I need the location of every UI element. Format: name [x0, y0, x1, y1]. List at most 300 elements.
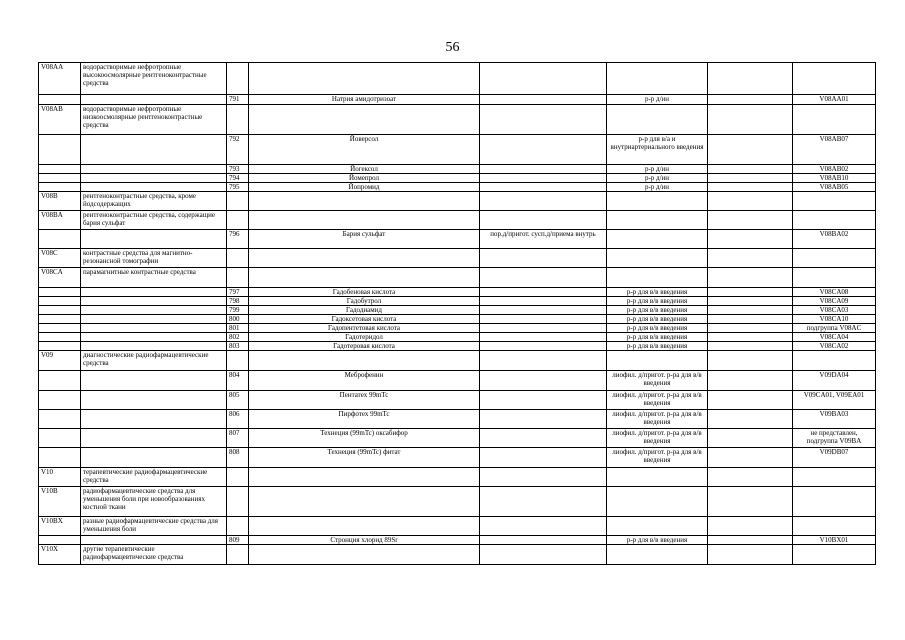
atc-code-text: V08BA02 [819, 230, 849, 238]
dosage-form [607, 545, 708, 565]
item-number-text: 796 [229, 230, 240, 238]
drug-row [39, 429, 876, 448]
dosage-form [607, 165, 708, 174]
drug-name-text: Меброфенин [344, 371, 384, 379]
dosage-form-primary [480, 63, 607, 95]
empty-cell [708, 165, 793, 174]
atc-code [793, 95, 876, 105]
atc-group-name-text: парамагнитные контрастные средства [83, 268, 196, 276]
atc-code-text: подгруппа V08AC [806, 324, 862, 332]
item-number [227, 95, 249, 105]
atc-group-name-text: контрастные средства для магнитно-резонансной томографии [83, 249, 193, 265]
dosage-form [607, 211, 708, 230]
item-number-text: 794 [229, 174, 240, 182]
dosage-form-text: лиофил. д/пригот. р-ра для в/в введения [612, 448, 702, 464]
atc-code [793, 63, 876, 95]
atc-code-text: V09DB07 [819, 448, 849, 456]
atc-code [793, 536, 876, 545]
atc-group-name [81, 342, 227, 351]
drug-row [39, 135, 876, 165]
atc-group-name [81, 268, 227, 288]
dosage-form-primary-text: пор.д/пригот. сусп.д/приема внутрь [490, 230, 596, 238]
empty-cell [708, 268, 793, 288]
drug-row [39, 183, 876, 192]
item-number [227, 410, 249, 429]
atc-code [793, 192, 876, 211]
item-number-text: 800 [229, 315, 240, 323]
drug-row [39, 95, 876, 105]
dosage-form-text: р-р для в/в введения [626, 333, 688, 341]
item-number [227, 192, 249, 211]
drug-name [249, 192, 480, 211]
atc-group-code [39, 135, 81, 165]
atc-group-code [39, 487, 81, 517]
atc-code [793, 211, 876, 230]
atc-group-code-text: V08C [41, 249, 58, 257]
item-number-text: 808 [229, 448, 240, 456]
empty-cell [708, 315, 793, 324]
category-row [39, 63, 876, 95]
atc-group-code-text: V10X [41, 545, 59, 553]
atc-group-code [39, 95, 81, 105]
dosage-form [607, 333, 708, 342]
dosage-form-primary [480, 165, 607, 174]
atc-group-code [39, 448, 81, 468]
empty-cell [708, 410, 793, 429]
drug-name [249, 288, 480, 297]
atc-group-name [81, 545, 227, 565]
atc-group-name [81, 517, 227, 536]
atc-code [793, 306, 876, 315]
atc-code [793, 391, 876, 410]
item-number [227, 105, 249, 135]
item-number-text: 805 [229, 391, 240, 399]
item-number-text: 799 [229, 306, 240, 314]
atc-code [793, 410, 876, 429]
atc-group-code [39, 268, 81, 288]
atc-group-name-text: диагностические радиофармацевтические средства [83, 351, 209, 367]
atc-group-name [81, 315, 227, 324]
drug-name-text: Технеция (99mTc) оксабифор [320, 429, 408, 437]
atc-code-text: V08AB02 [819, 165, 849, 173]
atc-group-name [81, 487, 227, 517]
drug-name [249, 429, 480, 448]
atc-code [793, 105, 876, 135]
item-number [227, 536, 249, 545]
drug-name-text: Пентатех 99mTc [339, 391, 389, 399]
atc-code [793, 268, 876, 288]
dosage-form [607, 429, 708, 448]
empty-cell [708, 342, 793, 351]
drug-name [249, 297, 480, 306]
drug-name-text: Йоверсол [349, 135, 379, 143]
atc-group-name [81, 105, 227, 135]
atc-group-name-text: рентгеноконтрастные средства, кроме йодсодержащих [83, 192, 197, 208]
item-number [227, 351, 249, 371]
atc-code [793, 517, 876, 536]
atc-group-name-text: разные радиофармацевтические средства для уменьшения боли [83, 517, 219, 533]
atc-code-text: V08CA03 [819, 306, 849, 314]
atc-group-code [39, 183, 81, 192]
atc-group-name [81, 230, 227, 249]
dosage-form-text: р-р д/ин [644, 165, 670, 173]
item-number [227, 324, 249, 333]
dosage-form [607, 135, 708, 165]
atc-group-name [81, 135, 227, 165]
atc-group-name [81, 211, 227, 230]
empty-cell [708, 324, 793, 333]
atc-code-text: V08AB05 [819, 183, 849, 191]
atc-group-code-text: V08B [41, 192, 58, 200]
empty-cell [708, 517, 793, 536]
atc-group-code [39, 545, 81, 565]
dosage-form-text: лиофил. д/пригот. р-ра для в/в введения [612, 391, 702, 407]
atc-group-code [39, 342, 81, 351]
item-number-text: 806 [229, 410, 240, 418]
drug-row [39, 536, 876, 545]
drug-name [249, 536, 480, 545]
item-number-text: 809 [229, 536, 240, 544]
dosage-form [607, 288, 708, 297]
dosage-form-text: лиофил. д/пригот. р-ра для в/в введения [612, 429, 702, 445]
category-row [39, 105, 876, 135]
dosage-form-text: р-р для в/в введения [626, 297, 688, 305]
atc-group-code [39, 174, 81, 183]
atc-code [793, 183, 876, 192]
drug-name [249, 105, 480, 135]
drug-row [39, 315, 876, 324]
dosage-form-primary [480, 249, 607, 268]
item-number-text: 791 [229, 95, 240, 103]
drug-name [249, 324, 480, 333]
item-number [227, 306, 249, 315]
atc-code-text: V08AB10 [819, 174, 849, 182]
atc-code [793, 297, 876, 306]
category-row [39, 545, 876, 565]
atc-group-code [39, 468, 81, 487]
dosage-form-text: р-р для в/а и внутриартериального введения [610, 135, 704, 151]
atc-group-name [81, 391, 227, 410]
dosage-form-primary [480, 183, 607, 192]
item-number-text: 798 [229, 297, 240, 305]
drug-name [249, 63, 480, 95]
empty-cell [708, 429, 793, 448]
atc-group-name [81, 333, 227, 342]
dosage-form [607, 63, 708, 95]
atc-code [793, 333, 876, 342]
dosage-form-primary [480, 95, 607, 105]
category-row [39, 192, 876, 211]
atc-code-text: V08CA09 [819, 297, 849, 305]
item-number [227, 468, 249, 487]
atc-code [793, 174, 876, 183]
dosage-form [607, 105, 708, 135]
item-number-text: 792 [229, 135, 240, 143]
empty-cell [708, 545, 793, 565]
drug-name [249, 268, 480, 288]
dosage-form-text: р-р д/ин [644, 174, 670, 182]
item-number-text: 804 [229, 371, 240, 379]
empty-cell [708, 183, 793, 192]
empty-cell [708, 135, 793, 165]
drug-name [249, 174, 480, 183]
dosage-form [607, 315, 708, 324]
drug-name-text: Йогексол [350, 165, 378, 173]
item-number-text: 801 [229, 324, 240, 332]
atc-group-name-text: водорастворимые нефротропные низкоосмолярные рентгеноконтрастные средства [83, 105, 203, 129]
drug-name-text: Гадодиамид [346, 306, 382, 314]
drug-row [39, 333, 876, 342]
drug-name [249, 517, 480, 536]
dosage-form-primary [480, 315, 607, 324]
dosage-form-text: р-р для в/в введения [626, 306, 688, 314]
drug-row [39, 371, 876, 391]
item-number [227, 429, 249, 448]
atc-group-code [39, 211, 81, 230]
drug-name [249, 183, 480, 192]
dosage-form-primary [480, 468, 607, 487]
dosage-form [607, 306, 708, 315]
atc-group-code-text: V10BX [41, 517, 63, 525]
item-number [227, 545, 249, 565]
dosage-form-text: лиофил. д/пригот. р-ра для в/в введения [612, 410, 702, 426]
dosage-form [607, 183, 708, 192]
atc-group-code [39, 230, 81, 249]
atc-code [793, 249, 876, 268]
category-row [39, 249, 876, 268]
drug-name-text: Бария сульфат [342, 230, 386, 238]
drug-name [249, 315, 480, 324]
dosage-form-text: р-р д/ин [644, 183, 670, 191]
dosage-form-primary [480, 297, 607, 306]
dosage-form [607, 351, 708, 371]
dosage-form-text: р-р д/ин [644, 95, 670, 103]
atc-code-text: V08CA04 [819, 333, 849, 341]
item-number [227, 487, 249, 517]
atc-code [793, 371, 876, 391]
atc-group-code [39, 63, 81, 95]
atc-group-code-text: V10 [41, 468, 54, 476]
dosage-form-primary [480, 230, 607, 249]
empty-cell [708, 536, 793, 545]
atc-group-code [39, 192, 81, 211]
page-number: 56 [445, 40, 460, 55]
atc-group-name [81, 410, 227, 429]
category-row [39, 468, 876, 487]
dosage-form [607, 249, 708, 268]
empty-cell [708, 63, 793, 95]
category-row [39, 517, 876, 536]
empty-cell [708, 174, 793, 183]
drug-row [39, 288, 876, 297]
atc-group-name [81, 288, 227, 297]
atc-group-name [81, 306, 227, 315]
empty-cell [708, 333, 793, 342]
dosage-form [607, 192, 708, 211]
empty-cell [708, 288, 793, 297]
drug-name-text: Натрия амидотризоат [331, 95, 397, 103]
atc-group-name [81, 448, 227, 468]
drug-name-text: Гадобутрол [346, 297, 382, 305]
atc-group-name [81, 371, 227, 391]
dosage-form [607, 342, 708, 351]
dosage-form [607, 95, 708, 105]
atc-group-code-text: V08BA [41, 211, 63, 219]
category-row [39, 487, 876, 517]
drug-name-text: Йопромид [348, 183, 380, 191]
drug-name [249, 95, 480, 105]
atc-group-name [81, 468, 227, 487]
drug-name-text: Йомепрол [348, 174, 380, 182]
drug-name-text: Гадотеровая кислота [333, 342, 395, 350]
dosage-form [607, 371, 708, 391]
dosage-form-text: р-р для в/в введения [626, 536, 688, 544]
atc-group-name [81, 165, 227, 174]
dosage-form-primary [480, 351, 607, 371]
drug-name [249, 135, 480, 165]
atc-group-name [81, 351, 227, 371]
empty-cell [708, 105, 793, 135]
drug-name [249, 306, 480, 315]
dosage-form-primary [480, 333, 607, 342]
atc-group-name-text: рентгеноконтрастные средства, содержащие бария сульфат [83, 211, 215, 227]
item-number [227, 297, 249, 306]
dosage-form [607, 174, 708, 183]
atc-group-name [81, 297, 227, 306]
atc-group-code [39, 306, 81, 315]
atc-group-name [81, 174, 227, 183]
item-number [227, 183, 249, 192]
atc-group-name-text: другие терапевтические радиофармацевтические средства [83, 545, 184, 561]
atc-code [793, 342, 876, 351]
item-number-text: 807 [229, 429, 240, 437]
atc-group-code [39, 517, 81, 536]
empty-cell [708, 448, 793, 468]
atc-code-text: V08CA10 [819, 315, 849, 323]
category-row [39, 268, 876, 288]
dosage-form-primary [480, 545, 607, 565]
dosage-form-primary [480, 105, 607, 135]
drug-name [249, 230, 480, 249]
atc-group-code [39, 165, 81, 174]
empty-cell [708, 391, 793, 410]
drug-name [249, 249, 480, 268]
dosage-form-primary [480, 288, 607, 297]
dosage-form [607, 297, 708, 306]
drug-name [249, 342, 480, 351]
drug-row [39, 230, 876, 249]
atc-code-text: V09CA01, V09EA01 [803, 391, 865, 399]
dosage-form-primary [480, 448, 607, 468]
empty-cell [708, 249, 793, 268]
dosage-form [607, 536, 708, 545]
atc-code [793, 230, 876, 249]
dosage-form-primary [480, 211, 607, 230]
dosage-form-primary [480, 487, 607, 517]
atc-group-code [39, 105, 81, 135]
drug-row [39, 448, 876, 468]
empty-cell [708, 95, 793, 105]
drug-name [249, 211, 480, 230]
drug-name [249, 468, 480, 487]
dosage-form-primary [480, 342, 607, 351]
atc-group-code-text: V09 [41, 351, 54, 359]
atc-code [793, 545, 876, 565]
dosage-form-text: р-р для в/в введения [626, 324, 688, 332]
item-number-text: 795 [229, 183, 240, 191]
atc-group-name [81, 324, 227, 333]
item-number-text: 803 [229, 342, 240, 350]
drug-row [39, 410, 876, 429]
item-number [227, 333, 249, 342]
atc-code-text: V09BA03 [819, 410, 849, 418]
dosage-form [607, 448, 708, 468]
item-number [227, 135, 249, 165]
atc-group-code-text: V08AA [41, 63, 64, 71]
dosage-form [607, 268, 708, 288]
drug-row [39, 324, 876, 333]
dosage-form [607, 324, 708, 333]
drug-name-text: Гадопентетовая кислота [328, 324, 400, 332]
category-row [39, 211, 876, 230]
atc-code [793, 487, 876, 517]
drug-row [39, 165, 876, 174]
atc-group-name [81, 429, 227, 448]
atc-group-code [39, 391, 81, 410]
item-number [227, 63, 249, 95]
empty-cell [708, 297, 793, 306]
item-number [227, 174, 249, 183]
drug-name-text: Гадотеридол [345, 333, 383, 341]
dosage-form-primary [480, 324, 607, 333]
dosage-form-primary [480, 306, 607, 315]
atc-group-name [81, 95, 227, 105]
dosage-form [607, 517, 708, 536]
dosage-form [607, 410, 708, 429]
drug-name-text: Гадоксетовая кислота [331, 315, 397, 323]
empty-cell [708, 468, 793, 487]
dosage-form-primary [480, 391, 607, 410]
drug-name [249, 391, 480, 410]
dosage-form [607, 487, 708, 517]
drug-name [249, 371, 480, 391]
atc-group-code [39, 315, 81, 324]
dosage-form-primary [480, 268, 607, 288]
dosage-form-primary [480, 517, 607, 536]
dosage-form [607, 391, 708, 410]
empty-cell [708, 487, 793, 517]
drug-name-text: Пирфотех 99mTc [338, 410, 390, 418]
drug-name [249, 165, 480, 174]
empty-cell [708, 211, 793, 230]
atc-group-name [81, 183, 227, 192]
item-number [227, 230, 249, 249]
dosage-form-text: лиофил. д/пригот. р-ра для в/в введения [612, 371, 702, 387]
atc-code [793, 315, 876, 324]
atc-group-code [39, 351, 81, 371]
item-number [227, 391, 249, 410]
dosage-form-primary [480, 429, 607, 448]
item-number [227, 371, 249, 391]
atc-code [793, 468, 876, 487]
item-number-text: 797 [229, 288, 240, 296]
item-number [227, 249, 249, 268]
atc-code [793, 351, 876, 371]
drug-name-text: Технеция (99mTc) фитат [327, 448, 401, 456]
drug-name [249, 333, 480, 342]
atc-group-code [39, 536, 81, 545]
empty-cell [708, 371, 793, 391]
